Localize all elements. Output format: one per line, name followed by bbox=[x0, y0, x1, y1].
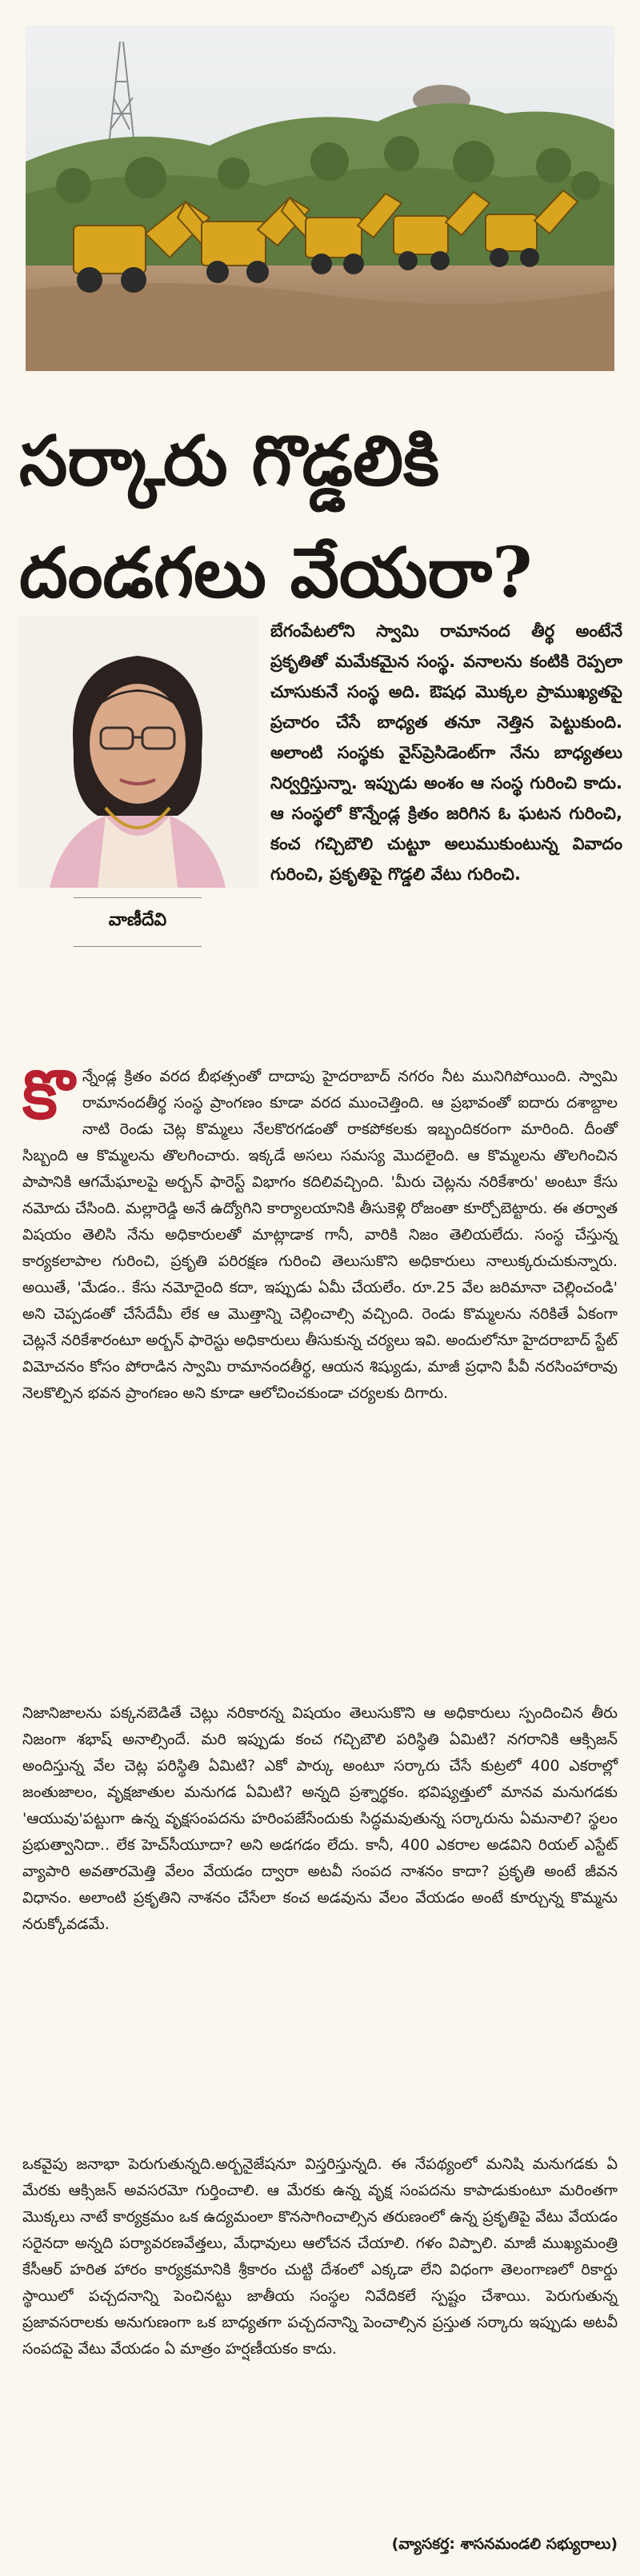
news-photo bbox=[26, 26, 614, 371]
drop-cap: కొ bbox=[22, 1055, 74, 1134]
author-credit: (వ్యాసకర్త: శాసనమండలి సభ్యురాలు) bbox=[391, 2535, 618, 2553]
body-paragraph-1-text: న్నేండ్ల క్రితం వరద బీభత్సంతో దాదాపు హైదరాబాద్ నగరం నీట మునిగిపోయింది. స్వామి రామానందతీర్థ సంస్థ ప్రాంగణం కూడా వరద ముంచెత్తింది. ఆ ప్రభావంతో ఐదారు దశాబ్దాల నాటి రెండు చెట్ల కొమ్మలు నేలకొరగడంతో రాకపోకలకు ఇబ్బందికరంగా మారింది. దీంతో సిబ్బంది ఆ కొమ్మలను తొలగించారు. ఇక్కడే అసలు సమస్య మొదలైంది. ఆ కొమ్మలను తొలగించిన పాపానికి ఆగమేఘాలపై అర్బన్ ఫారెస్ట్ విభాగం కదిలివచ్చింది. 'మీరు చెట్లను నరికేశారు' అంటూ కేసు నమోదు చేసింది. మల్లారెడ్డి అనే ఉద్యోగిని కార్యాలయానికి తీసుకెళ్లి రోజంతా కూర్చోబెట్టారు. ఈ తర్వాత విషయం తెలిసి నేను అధికారులతో మాట్లాడాక గానీ, వారికి నిజం తెలియలేదు. సంస్థ చేస్తున్న కార్యకలాపాల గురించి, ప్రకృతి పరిరక్షణ గురించి తెలుసుకొని అధికారులు నాలుక్కరుచుకున్నారు. అయితే, 'మేడం.. కేసు నమోదైంది కదా, ఇప్పుడు ఏమీ చేయలేం. రూ.25 వేల జరిమానా చెల్లించండి' అని చెప్పడంతో చేసేదేమీ లేక ఆ మొత్తాన్ని చెల్లించాల్సి వచ్చింది. రెండు కొమ్మలను నరికితే ఏకంగా చెట్లనే నరికేశారంటూ అర్బన్ ఫారెస్టు అధికారులు తీసుకున్న చర్యలు ఇవి. అందులోనూ హైదరాబాద్ స్టేట్ విమోచనం కోసం పోరాడిన స్వామి రామానందతీర్థ, ఆయన శిష్యుడు, మాజీ ప్రధాని పీవీ నరసింహారావు నెలకొల్పిన భవన ప్రాంగణం అని కూడా ఆలోచించకుండా చర్యలకు దిగారు. bbox=[22, 1068, 618, 1402]
author-name: వాణీదేవి bbox=[108, 910, 167, 930]
byline-rule-top bbox=[74, 897, 202, 898]
body-paragraph-2: నిజానిజాలను పక్కనబెడితే చెట్లు నరికారన్న విషయం తెలుసుకొని ఆ అధికారులు స్పందించిన తీరు నిజంగా శభాష్ అనాల్సిందే. మరి ఇప్పుడు కంచ గచ్చిబౌలి పరిస్థితి ఏమిటి? నగరానికి ఆక్సిజన్ అందిస్తున్న వేల చెట్ల పరిస్థితి ఏమిటి? ఎకో పార్కు అంటూ సర్కారు చేసే కుట్రలో 400 ఎకరాల్లో జంతుజాలం, వృక్షజాతుల మనుగడ ఏమిటి? అన్నది ప్రశ్నార్థకం. భవిష్యత్తులో మానవ మనుగడకు 'ఆయువు'పట్టుగా ఉన్న వృక్షసంపదను హరింపజేసేందుకు సిద్ధమవుతున్న సర్కారును ఏమనాలి? స్థలం ప్రభుత్వానిదా.. లేక హెచ్‌సీయూదా? అని అడగడం లేదు. కానీ, 400 ఎకరాల అడవిని రియల్ ఎస్టేట్ వ్యాపారి అవతారమెత్తి వేలం వేయడం ద్వారా అటవీ సంపద నాశనం కాదా? ప్రకృతి అంటే జీవన విధానం. అలాంటి ప్రకృతిని నాశనం చేసేలా కంచ అడవును వేలం వేయడం అంటే కూర్చున్న కొమ్మను నరుక్కోవడమే. bbox=[22, 1704, 618, 1933]
byline-rule-bottom bbox=[74, 946, 202, 947]
excavators-clearing-land-photo bbox=[26, 26, 614, 371]
intro-paragraph: బేగంపేటలోని స్వామి రామానంద తీర్థ అంటేనే ప్రకృతితో మమేకమైన సంస్థ. వనాలను కంటికి రెప్పలా చూసుకునే సంస్థ అది. ఔషధ మొక్కల ప్రాముఖ్యతపై ప్రచారం చేసే బాధ్యత తనూ నెత్తిన పెట్టుకుంది. అలాంటి సంస్థకు వైస్‌ప్రెసిడెంట్‌గా నేను బాధ్యతలు నిర్వర్తిస్తున్నా. ఇప్పుడు అంశం ఆ సంస్థ గురించి కాదు. ఆ సంస్థలో కొన్నేండ్ల క్రితం జరిగిన ఓ ఘటన గురించి, కంచ గచ్చిబౌలి చుట్టూ అలుముకుంటున్న వివాదం గురించి, ప్రకృతిపై గొడ్డలి వేటు గురించి. bbox=[270, 621, 622, 884]
author-photo bbox=[18, 616, 258, 888]
headline-line-1: సర్కారు గొడ్డలికి bbox=[19, 421, 439, 502]
author-portrait bbox=[18, 616, 258, 888]
headline-line-2: దండగలు వేయరా? bbox=[19, 533, 533, 614]
headline bbox=[19, 397, 621, 637]
body-paragraph-1 bbox=[22, 1055, 618, 1407]
author-byline bbox=[18, 896, 258, 952]
body-paragraph-3: ఒకవైపు జనాభా పెరుగుతున్నది.అర్బనైజేషనూ విస్తరిస్తున్నది. ఈ నేపథ్యంలో మనిషి మనుగడకు ఏ మేరకు ఆక్సిజన్ అవసరమో గుర్తించాలి. ఆ మేరకు ఉన్న వృక్ష సంపదను కాపాడుకుంటూ మరింతగా మొక్కలు నాటే కార్యక్రమం ఒక ఉద్యమంలా కొనసాగించాల్సిన తరుణంలో ఉన్న ప్రకృతిపై వేటు వేయడం సరైనదా అన్నది పర్యావరణవేత్తలు, మేధావులు ఆలోచన చేయాలి. గళం విప్పాలి. మాజీ ముఖ్యమంత్రి కేసీఆర్ హరిత హారం కార్యక్రమానికి శ్రీకారం చుట్టి దేశంలో ఎక్కడా లేని విధంగా తెలంగాణలో రికార్డు స్థాయిలో పచ్చదనాన్ని పెంచినట్టు జాతీయ సంస్థల నివేదికలే స్పష్టం చేశాయి. పెరుగుతున్న ప్రజావసరాలకు అనుగుణంగా ఒక బాధ్యతగా పచ్చదనాన్ని పెంచాల్సిన ప్రస్తుత సర్కారు ఇప్పుడు అటవీ సంపదపై వేటు వేయడం ఏ మాత్రం హర్షణీయకం కాదు. bbox=[22, 2155, 618, 2358]
